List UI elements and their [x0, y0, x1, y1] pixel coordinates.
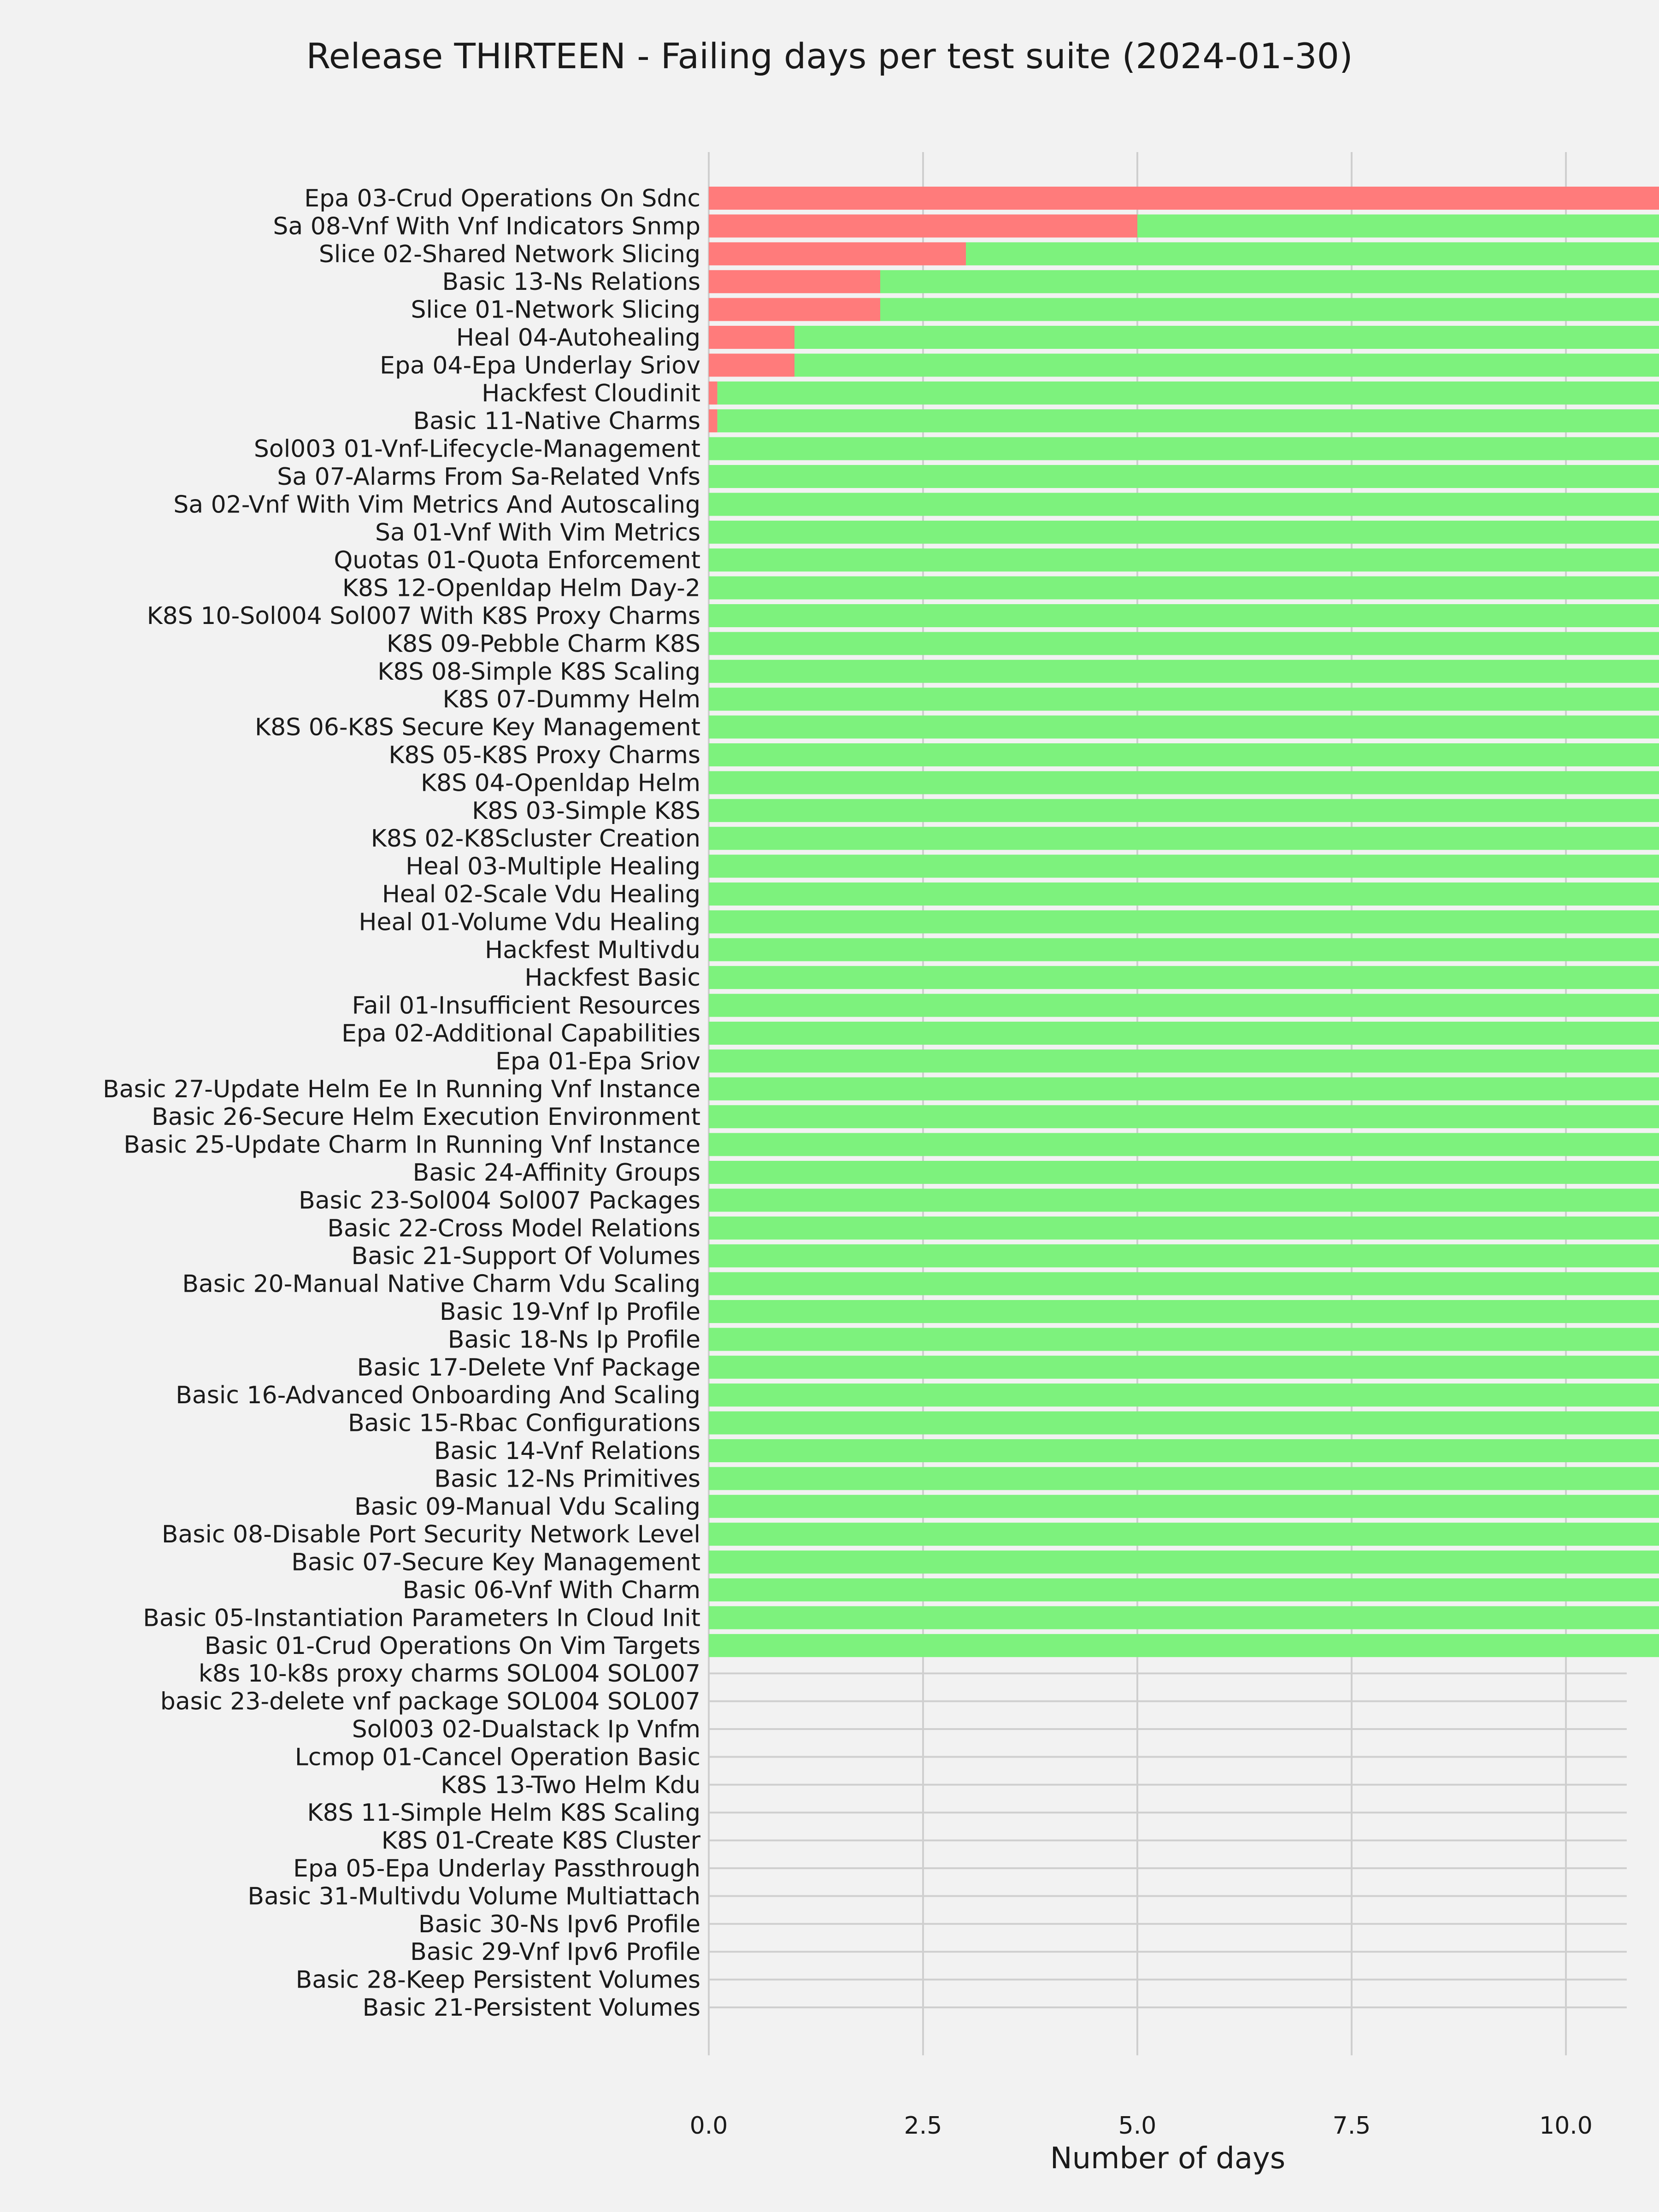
category-label: Slice 01-Network Slicing	[411, 296, 700, 324]
category-label: K8S 04-Openldap Helm	[420, 769, 700, 797]
category-label: Basic 06-Vnf With Charm	[402, 1577, 700, 1604]
x-tick-label: 2.5	[904, 2112, 942, 2140]
category-label: Epa 01-Epa Sriov	[495, 1047, 700, 1076]
category-label: Hackfest Basic	[524, 964, 700, 992]
bar-passing	[709, 743, 1659, 766]
bar-passing	[794, 326, 1659, 349]
category-label: Basic 20-Manual Native Charm Vdu Scaling	[182, 1270, 700, 1298]
x-tick-label: 10.0	[1539, 2112, 1593, 2140]
bar-passing	[709, 465, 1659, 488]
category-label: Epa 04-Epa Underlay Sriov	[380, 352, 700, 380]
bar-passing	[709, 1217, 1659, 1240]
bar-passing	[1137, 214, 1659, 237]
category-label: Sa 02-Vnf With Vim Metrics And Autoscaling	[173, 491, 700, 519]
bar-passing	[709, 938, 1659, 961]
bar-passing	[709, 1439, 1659, 1462]
x-tick-label: 7.5	[1332, 2112, 1371, 2140]
category-label: Sa 08-Vnf With Vnf Indicators Snmp	[273, 212, 700, 241]
x-tick-label: 5.0	[1118, 2112, 1157, 2140]
category-label: Hackfest Cloudinit	[482, 379, 700, 407]
bar-passing	[966, 242, 1659, 265]
category-label: Epa 03-Crud Operations On Sdnc	[304, 185, 700, 212]
category-label: Sa 07-Alarms From Sa-Related Vnfs	[277, 463, 700, 491]
category-label: K8S 13-Two Helm Kdu	[441, 1771, 700, 1799]
bar-passing	[709, 1077, 1659, 1100]
bar-passing	[709, 827, 1659, 850]
bar-passing	[709, 1022, 1659, 1045]
category-label: Basic 16-Advanced Onboarding And Scaling	[176, 1382, 700, 1410]
category-label: Basic 15-Rbac Configurations	[348, 1409, 700, 1437]
category-label: K8S 05-K8S Proxy Charms	[388, 741, 700, 769]
bar-passing	[709, 1300, 1659, 1323]
bar-passing	[709, 1356, 1659, 1379]
bar-passing	[709, 437, 1659, 460]
bar-passing	[709, 1412, 1659, 1435]
bar-passing	[709, 855, 1659, 878]
bar-passing	[880, 298, 1659, 321]
bar-passing	[709, 966, 1659, 989]
category-label: Basic 28-Keep Persistent Volumes	[295, 1966, 700, 1994]
category-label: Slice 02-Shared Network Slicing	[318, 240, 700, 268]
bar-passing	[709, 771, 1659, 794]
category-label: Basic 05-Instantiation Parameters In Cloud Init	[143, 1604, 700, 1632]
bar-passing	[709, 910, 1659, 933]
bar-passing	[709, 604, 1659, 627]
bar-passing	[709, 1495, 1659, 1518]
bar-failing	[709, 187, 1659, 210]
bar-failing	[709, 353, 794, 377]
bar-passing	[709, 1188, 1659, 1212]
bar-passing	[709, 632, 1659, 655]
category-label: k8s 10-k8s proxy charms SOL004 SOL007	[198, 1660, 700, 1688]
category-label: Fail 01-Insufficient Resources	[352, 992, 700, 1020]
category-label: Epa 02-Additional Capabilities	[341, 1020, 700, 1047]
bar-failing	[709, 214, 1137, 237]
category-label: Lcmop 01-Cancel Operation Basic	[294, 1743, 700, 1771]
bar-passing	[709, 882, 1659, 906]
bar-passing	[709, 1551, 1659, 1574]
bar-passing	[718, 409, 1659, 432]
bar-passing	[709, 660, 1659, 683]
bar-failing	[709, 242, 966, 265]
category-label: Basic 01-Crud Operations On Vim Targets	[204, 1632, 700, 1660]
bar-passing	[709, 521, 1659, 544]
category-label: Basic 29-Vnf Ipv6 Profile	[410, 1938, 700, 1966]
category-label: Basic 22-Cross Model Relations	[327, 1214, 700, 1242]
category-label: Basic 18-Ns Ip Profile	[447, 1326, 700, 1354]
bar-passing	[794, 353, 1659, 377]
category-label: K8S 12-Openldap Helm Day-2	[342, 574, 700, 602]
bar-passing	[880, 270, 1659, 293]
bar-passing	[709, 548, 1659, 571]
category-label: Basic 08-Disable Port Security Network Level	[161, 1521, 700, 1549]
bar-passing	[709, 1161, 1659, 1184]
category-label: Heal 01-Volume Vdu Healing	[359, 908, 700, 936]
bar-passing	[709, 577, 1659, 600]
category-label: Basic 17-Delete Vnf Package	[357, 1353, 700, 1382]
bar-failing	[709, 298, 880, 321]
bar-passing	[709, 493, 1659, 516]
category-label: Quotas 01-Quota Enforcement	[334, 547, 700, 575]
bar-passing	[709, 1634, 1659, 1657]
category-label: Basic 21-Persistent Volumes	[362, 1994, 700, 2022]
category-label: K8S 07-Dummy Helm	[442, 686, 700, 714]
bar-passing	[709, 688, 1659, 711]
category-label: Heal 02-Scale Vdu Healing	[382, 881, 700, 908]
category-label: basic 23-delete vnf package SOL004 SOL007	[160, 1688, 700, 1716]
category-label: Sol003 01-Vnf-Lifecycle-Management	[253, 435, 700, 463]
category-label: Basic 30-Ns Ipv6 Profile	[418, 1910, 700, 1938]
category-label: Basic 13-Ns Relations	[442, 268, 700, 296]
category-label: Basic 07-Secure Key Management	[291, 1548, 700, 1577]
chart-title: Release THIRTEEN - Failing days per test suite (2024-01-30)	[306, 35, 1353, 76]
category-label: Basic 27-Update Helm Ee In Running Vnf Instance	[102, 1075, 700, 1103]
bar-passing	[709, 1133, 1659, 1156]
category-label: Basic 19-Vnf Ip Profile	[439, 1298, 700, 1326]
bar-passing	[709, 1105, 1659, 1128]
category-label: Heal 04-Autohealing	[456, 324, 700, 352]
category-label: K8S 08-Simple K8S Scaling	[377, 658, 700, 686]
bar-passing	[709, 1049, 1659, 1072]
category-label: K8S 11-Simple Helm K8S Scaling	[307, 1799, 700, 1827]
x-tick-label: 0.0	[689, 2112, 728, 2140]
category-label: K8S 03-Simple K8S	[472, 797, 700, 825]
bar-failing	[709, 270, 880, 293]
bar-passing	[709, 716, 1659, 739]
bar-passing	[709, 1272, 1659, 1295]
category-label: Basic 24-Affinity Groups	[412, 1159, 700, 1187]
category-label: K8S 06-K8S Secure Key Management	[254, 713, 700, 741]
bar-passing	[709, 1578, 1659, 1601]
bar-passing	[709, 799, 1659, 822]
bar-failing	[709, 326, 794, 349]
bar-passing	[709, 1244, 1659, 1267]
bar-passing	[709, 1606, 1659, 1629]
category-label: Basic 11-Native Charms	[413, 407, 700, 435]
category-label: Sa 01-Vnf With Vim Metrics	[375, 518, 700, 547]
bar-passing	[709, 1523, 1659, 1546]
category-label: K8S 01-Create K8S Cluster	[381, 1827, 700, 1855]
category-label: Basic 31-Multivdu Volume Multiattach	[247, 1883, 700, 1911]
category-label: K8S 09-Pebble Charm K8S	[386, 630, 700, 658]
category-label: Sol003 02-Dualstack Ip Vnfm	[352, 1716, 700, 1743]
category-label: Basic 12-Ns Primitives	[434, 1465, 700, 1493]
category-label: Basic 23-Sol004 Sol007 Packages	[299, 1187, 700, 1215]
category-label: Heal 03-Multiple Healing	[406, 853, 700, 881]
category-label: Epa 05-Epa Underlay Passthrough	[293, 1855, 700, 1883]
bar-passing	[709, 1383, 1659, 1406]
x-axis-label: Number of days	[1050, 2141, 1286, 2176]
category-label: Basic 21-Support Of Volumes	[351, 1242, 700, 1271]
bar-passing	[709, 1328, 1659, 1351]
category-label: Basic 25-Update Charm In Running Vnf Instance	[124, 1131, 700, 1159]
bar-failing	[709, 382, 718, 405]
category-label: Basic 14-Vnf Relations	[434, 1437, 700, 1465]
bar-passing	[709, 994, 1659, 1017]
category-label: Hackfest Multivdu	[485, 936, 700, 964]
category-label: Basic 26-Secure Helm Execution Environment	[152, 1103, 700, 1131]
bar-passing	[709, 1467, 1659, 1490]
category-label: K8S 10-Sol004 Sol007 With K8S Proxy Charms	[147, 602, 700, 630]
category-label: Basic 09-Manual Vdu Scaling	[354, 1493, 700, 1521]
bar-failing	[709, 409, 718, 432]
bar-passing	[718, 382, 1659, 405]
category-label: K8S 02-K8Scluster Creation	[371, 825, 700, 853]
